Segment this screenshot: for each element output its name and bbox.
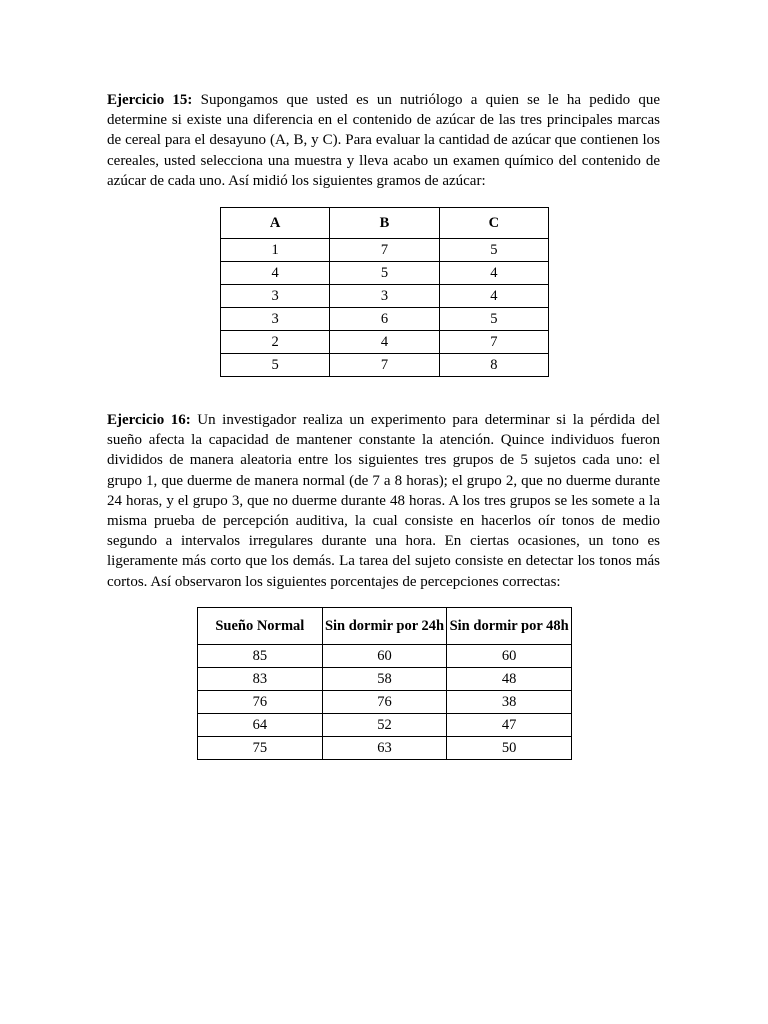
table-cell: 4 (221, 262, 330, 285)
sugar-table (220, 207, 549, 377)
table-cell: 5 (439, 239, 548, 262)
column-header-b: B (330, 208, 439, 239)
column-header-48h: Sin dormir por 48h (447, 608, 572, 645)
exercise-15-heading: Ejercicio 15: (107, 92, 193, 108)
exercise-16-heading: Ejercicio 16: (107, 412, 191, 428)
exercise-16 (107, 410, 660, 592)
table-cell: 48 (447, 668, 572, 691)
column-header-24h: Sin dormir por 24h (322, 608, 447, 645)
table-row (221, 331, 549, 354)
table-row (221, 308, 549, 331)
table-cell: 58 (322, 668, 447, 691)
table-row (198, 645, 572, 668)
table-header-row (221, 208, 549, 239)
table-cell: 60 (322, 645, 447, 668)
table-cell: 3 (221, 285, 330, 308)
table-cell: 1 (221, 239, 330, 262)
table-row (198, 714, 572, 737)
table-row (198, 691, 572, 714)
table-row (221, 262, 549, 285)
table-header-row (198, 608, 572, 645)
column-header-c: C (439, 208, 548, 239)
table-cell: 64 (198, 714, 323, 737)
table-cell: 5 (439, 308, 548, 331)
table-cell: 3 (221, 308, 330, 331)
table-row (221, 239, 549, 262)
table-row (221, 285, 549, 308)
table-row (198, 668, 572, 691)
table-cell: 8 (439, 354, 548, 377)
table-cell: 5 (221, 354, 330, 377)
table-cell: 38 (447, 691, 572, 714)
table-cell: 76 (198, 691, 323, 714)
exercise-15-text: Supongamos que usted es un nutriólogo a quien se le ha pedido que determine si existe una diferencia en el contenido de azúcar de las tres principales marcas de cereal para el desayuno (A, B, y C). Para evaluar la cantidad de azúcar que contienen los cereales, usted selecciona una muestra y lleva acabo un examen químico del contenido de azúcar de cada uno. Así midió los siguientes gramos de azúcar: (107, 92, 660, 189)
table-cell: 47 (447, 714, 572, 737)
table-cell: 75 (198, 737, 323, 760)
table-cell: 3 (330, 285, 439, 308)
table-cell: 6 (330, 308, 439, 331)
table-cell: 7 (330, 354, 439, 377)
table-row (198, 737, 572, 760)
sleep-perception-table (197, 607, 572, 760)
table-cell: 4 (439, 262, 548, 285)
exercise-15-paragraph (107, 90, 660, 191)
table-cell: 7 (330, 239, 439, 262)
column-header-a: A (221, 208, 330, 239)
table-cell: 4 (439, 285, 548, 308)
table-cell: 76 (322, 691, 447, 714)
table-cell: 50 (447, 737, 572, 760)
table-cell: 83 (198, 668, 323, 691)
table-cell: 85 (198, 645, 323, 668)
table-cell: 5 (330, 262, 439, 285)
exercise-16-paragraph (107, 410, 660, 592)
exercise-15 (107, 90, 660, 191)
table-cell: 2 (221, 331, 330, 354)
column-header-normal-sleep: Sueño Normal (198, 608, 323, 645)
table-cell: 63 (322, 737, 447, 760)
table-cell: 7 (439, 331, 548, 354)
exercise-16-text: Un investigador realiza un experimento para determinar si la pérdida del sueño afecta la capacidad de mantener constante la atención. Quince individuos fueron divididos de manera aleatoria entre los siguientes tres grupos de 5 sujetos cada uno: el grupo 1, que duerme de manera normal (de 7 a 8 horas); el grupo 2, que no duerme durante 24 horas, y el grupo 3, que no duerme durante 48 horas. A los tres grupos se les somete a la misma prueba de percepción auditiva, la cual consiste en hacerlos oír tonos de medio segundo a intervalos irregulares durante una hora. En ciertas ocasiones, un tono es ligeramente más corto que los demás. La tarea del sujeto consiste en detectar los tonos más cortos. Así observaron los siguientes porcentajes de percepciones correctas: (107, 412, 660, 590)
table-cell: 60 (447, 645, 572, 668)
table-cell: 4 (330, 331, 439, 354)
table-cell: 52 (322, 714, 447, 737)
table-row (221, 354, 549, 377)
